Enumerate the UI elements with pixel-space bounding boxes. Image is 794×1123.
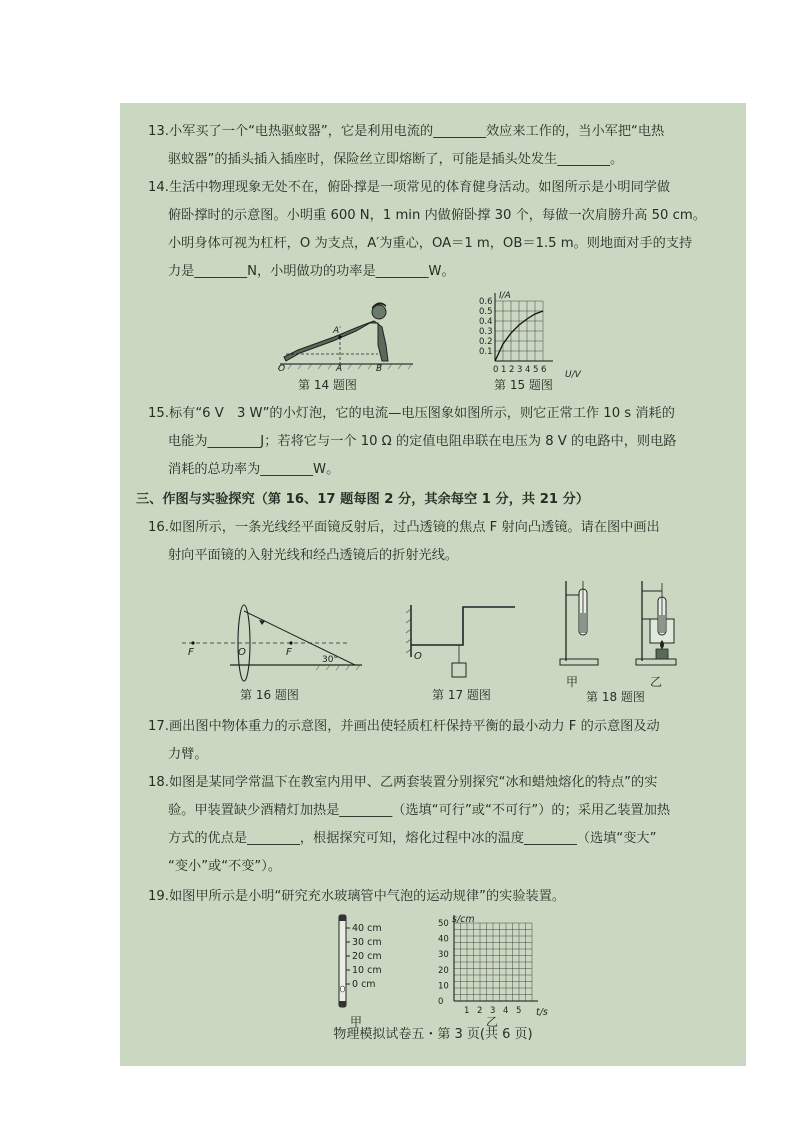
fig19-xtick-label: 5: [516, 1006, 522, 1016]
q18-line4: “变小”或“不变”）。: [168, 859, 282, 874]
fig17-caption: 第 17 题图: [432, 688, 491, 702]
fig19-xtick-label: 3: [490, 1006, 496, 1016]
q13-line1: 13.小军买了一个“电热驱蚊器”，它是利用电流的________效应来工作的，当小军把“电热: [148, 124, 665, 139]
q14-line1: 14.生活中物理现象无处不在，俯卧撑是一项常见的体育健身活动。如图所示是小明同学做: [148, 180, 671, 195]
q16-line2: 射向平面镜的入射光线和经凸透镜后的折射光线。: [168, 548, 459, 563]
fig16-label-angle: 30°: [322, 655, 338, 665]
fig16-caption: 第 16 题图: [240, 688, 299, 702]
fig18-jia-label: 甲: [566, 675, 579, 689]
fig19-mark-40: 40 cm: [352, 923, 382, 934]
fig15-ylabel: I/A: [499, 291, 511, 301]
fig16-lens-mirror-diagram: [180, 593, 370, 683]
fig19-ytick-label: 0: [438, 997, 444, 1007]
fig19-tube-diagram: [335, 911, 395, 1011]
fig16-label-f-right: F: [286, 647, 292, 658]
fig17-label-o: O: [414, 651, 422, 662]
q15-line1: 15.标有“6 V 3 W”的小灯泡，它的电流—电压图象如图所示，则它正常工作 10 s 消耗的: [148, 406, 675, 421]
exam-page: [120, 103, 746, 1066]
fig18-caption: 第 18 题图: [586, 690, 645, 704]
q19-line1: 19.如图甲所示是小明“研究充水玻璃管中气泡的运动规律”的实验装置。: [148, 889, 566, 904]
fig15-xtick-label: 2: [509, 365, 515, 375]
fig15-xtick-label: 0: [493, 365, 499, 375]
fig15-xtick-label: 4: [525, 365, 531, 375]
fig19-ytick-label: 20: [438, 965, 449, 976]
fig17-lever-diagram: [405, 597, 525, 683]
fig19-yi-label: 乙: [486, 1015, 499, 1029]
fig19-xtick-label: 4: [503, 1006, 509, 1016]
fig14-label-a: A: [336, 364, 343, 371]
q17-line2: 力臂。: [168, 747, 208, 762]
q16-line1: 16.如图所示，一条光线经平面镜反射后，过凸透镜的焦点 F 射向凸透镜。请在图中画出: [148, 520, 660, 535]
fig15-ytick-label: 0.6: [479, 297, 493, 307]
section-three-title: 三、作图与实验探究（第 16、17 题每图 2 分，其余每空 1 分，共 21 分）: [136, 492, 590, 507]
fig15-xtick-label: 3: [517, 365, 523, 375]
fig16-label-o: O: [238, 647, 246, 658]
fig14-label-o: O: [278, 364, 286, 371]
fig19-ytick-label: 10: [438, 981, 449, 992]
fig19-mark-30: 30 cm: [352, 937, 382, 948]
fig15-xtick-label: 5: [533, 365, 539, 375]
fig19-ylabel: s/cm: [452, 914, 475, 925]
fig15-ytick-label: 0.4: [479, 317, 493, 327]
q14-line2: 俯卧撑时的示意图。小明重 600 N，1 min 内做俯卧撑 30 个，每做一次肩膀升高 50 cm。: [168, 208, 706, 223]
fig14-label-aprime: A′: [333, 326, 342, 336]
fig18-yi-label: 乙: [650, 675, 663, 689]
fig19-mark-20: 20 cm: [352, 951, 382, 962]
fig19-mark-0: 0 cm: [352, 979, 376, 990]
fig15-ytick-label: 0.1: [479, 347, 493, 357]
q15-line3: 消耗的总功率为________W。: [168, 462, 340, 477]
fig15-iu-chart: [465, 289, 585, 381]
fig19-ytick-label: 50: [438, 919, 449, 929]
page-footer: 物理模拟试卷五・第 3 页(共 6 页): [333, 1027, 533, 1042]
fig19-xlabel: t/s: [536, 1007, 548, 1018]
fig19-st-chart: [432, 913, 556, 1023]
q17-line1: 17.画出图中物体重力的示意图，并画出使轻质杠杆保持平衡的最小动力 F 的示意图及动: [148, 719, 660, 734]
fig19-ytick-label: 40: [438, 934, 449, 945]
q13-line2: 驱蚊器”的插头插入插座时，保险丝立即熔断了，可能是插头处发生________。: [168, 152, 624, 167]
fig14-label-b: B: [376, 364, 383, 371]
fig18-apparatus-diagram: [552, 577, 682, 669]
fig15-ytick-label: 0.5: [479, 307, 493, 317]
q18-line3: 方式的优点是________，根据探究可知，熔化过程中冰的温度________（选填“变大”: [168, 831, 657, 846]
fig19-jia-label: 甲: [350, 1015, 363, 1029]
fig19-xtick-label: 1: [464, 1006, 470, 1016]
fig14-caption: 第 14 题图: [298, 378, 357, 392]
fig15-xtick-label: 1: [501, 365, 507, 375]
fig15-ytick-label: 0.3: [479, 327, 493, 337]
q14-line3: 小明身体可视为杠杆，O 为支点，A′为重心，OA＝1 m，OB＝1.5 m。则地面对手的支持: [168, 236, 693, 251]
fig14-pushup-diagram: [278, 293, 418, 371]
fig15-ytick-label: 0.2: [479, 337, 493, 347]
q14-line4: 力是________N，小明做功的功率是________W。: [168, 264, 455, 279]
q15-line2: 电能为________J；若将它与一个 10 Ω 的定值电阻串联在电压为 8 V 的电路中，则电路: [168, 434, 677, 449]
fig19-xtick-label: 2: [477, 1006, 483, 1016]
fig15-xlabel: U/V: [565, 370, 581, 380]
fig15-xtick-label: 6: [541, 365, 547, 375]
fig15-caption: 第 15 题图: [494, 378, 553, 392]
fig16-label-f-left: F: [188, 647, 194, 658]
fig19-ytick-label: 30: [438, 950, 449, 961]
q18-line1: 18.如图是某同学常温下在教室内用甲、乙两套装置分别探究“冰和蜡烛熔化的特点”的实: [148, 775, 658, 790]
q18-line2: 验。甲装置缺少酒精灯加热是________（选填“可行”或“不可行”）的；采用乙装置加热: [168, 803, 671, 818]
fig19-mark-10: 10 cm: [352, 965, 382, 976]
